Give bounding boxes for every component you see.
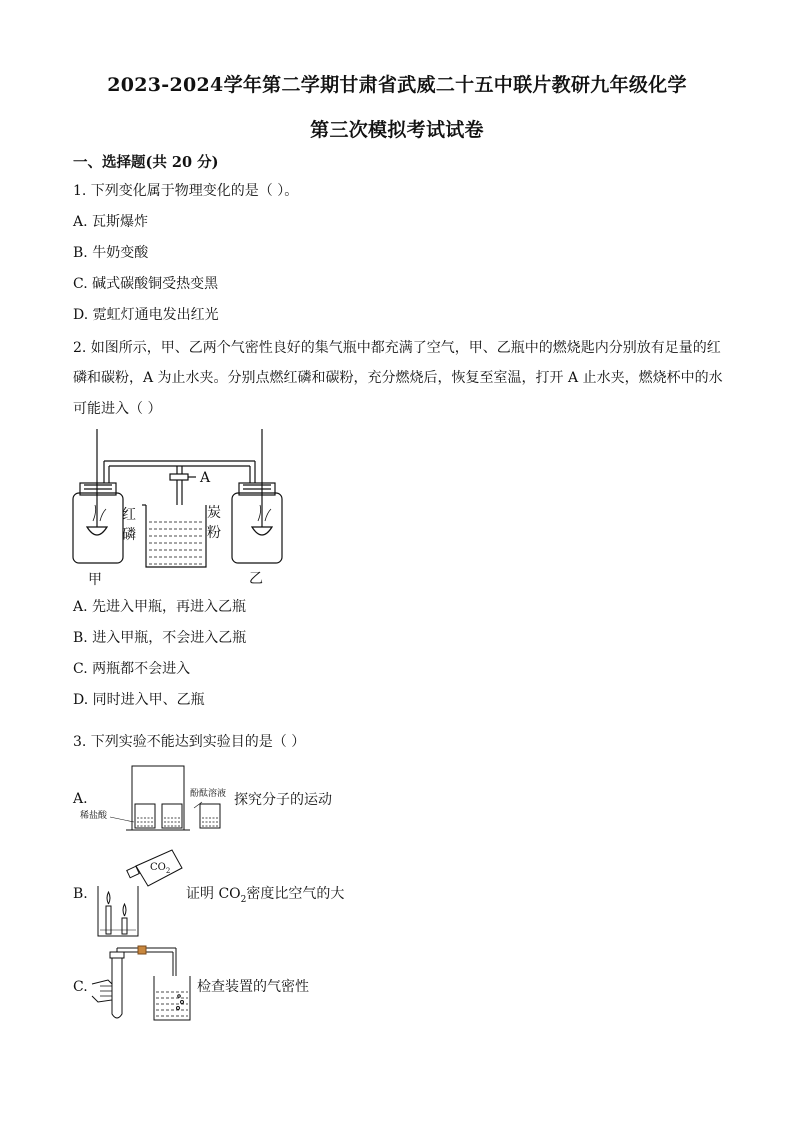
q1-option-c: C. 碱式碳酸铜受热变黑 [73,276,219,292]
q3-option-a-letter: A. [73,791,88,807]
q3-option-b-text-sub: 2 [240,894,247,905]
q2-option-a: A. 先进入甲瓶，再进入乙瓶 [73,599,247,615]
clamp-label: A [200,470,211,486]
co2-density-figure [92,846,187,940]
carbon-powder-label-2: 粉 [207,525,221,541]
co2-bottle-label [150,862,170,875]
q2-stem-line3: 可能进入（ ） [73,401,162,417]
q1-option-a: A. 瓦斯爆炸 [73,214,149,230]
red-phosphorus-label-2: 磷 [122,527,136,543]
section-heading: 一、选择题(共 20 分) [73,154,219,171]
paper-title-line1: 2023-2024学年第二学期甘肃省武威二十五中联片教研九年级化学 [107,74,687,96]
q2-apparatus-figure [60,425,300,590]
co2-bottle-label-base: CO [150,862,166,873]
carbon-powder-label-1: 炭 [207,505,221,521]
q3-option-b-text-prefix: 证明 CO [186,886,241,902]
q3-option-b-text-suffix: 密度比空气的大 [246,886,345,902]
q3-option-a-text: 探究分子的运动 [234,792,332,808]
q2-option-c: C. 两瓶都不会进入 [73,661,191,677]
q1-option-b: B. 牛奶变酸 [73,245,149,261]
hydrochloric-acid-label: 稀盐酸 [80,811,108,821]
q2-option-b: B. 进入甲瓶，不会进入乙瓶 [73,630,247,646]
q2-option-d: D. 同时进入甲、乙瓶 [73,692,205,708]
q3-stem: 3. 下列实验不能达到实验目的是（ ） [73,734,306,750]
q3-option-c-letter: C. [73,979,88,995]
q3-option-c-text: 检查装置的气密性 [197,979,309,995]
phenolphthalein-label: 酚酞溶液 [190,789,227,799]
q3-option-b-letter: B. [73,886,88,902]
airtightness-figure [90,944,200,1024]
red-phosphorus-label-1: 红 [122,507,136,523]
q1-option-d: D. 霓虹灯通电发出红光 [73,307,219,323]
q2-stem-line1: 2. 如图所示，甲、乙两个气密性良好的集气瓶中都充满了空气，甲、乙瓶中的燃烧匙内分别放有足量的红 [73,340,721,356]
q1-stem: 1. 下列变化属于物理变化的是（ ）。 [73,183,299,199]
paper-title-line2: 第三次模拟考试试卷 [310,119,484,141]
q2-stem-line2: 磷和碳粉，A 为止水夹。分别点燃红磷和碳粉，充分燃烧后，恢复至室温，打开 A 止水夹，燃烧杯中的水 [73,370,723,386]
bottle-jia-label: 甲 [88,572,102,588]
q3-option-b-text [186,886,344,908]
bottle-yi-label: 乙 [249,571,263,587]
co2-bottle-label-sub: 2 [165,867,171,875]
